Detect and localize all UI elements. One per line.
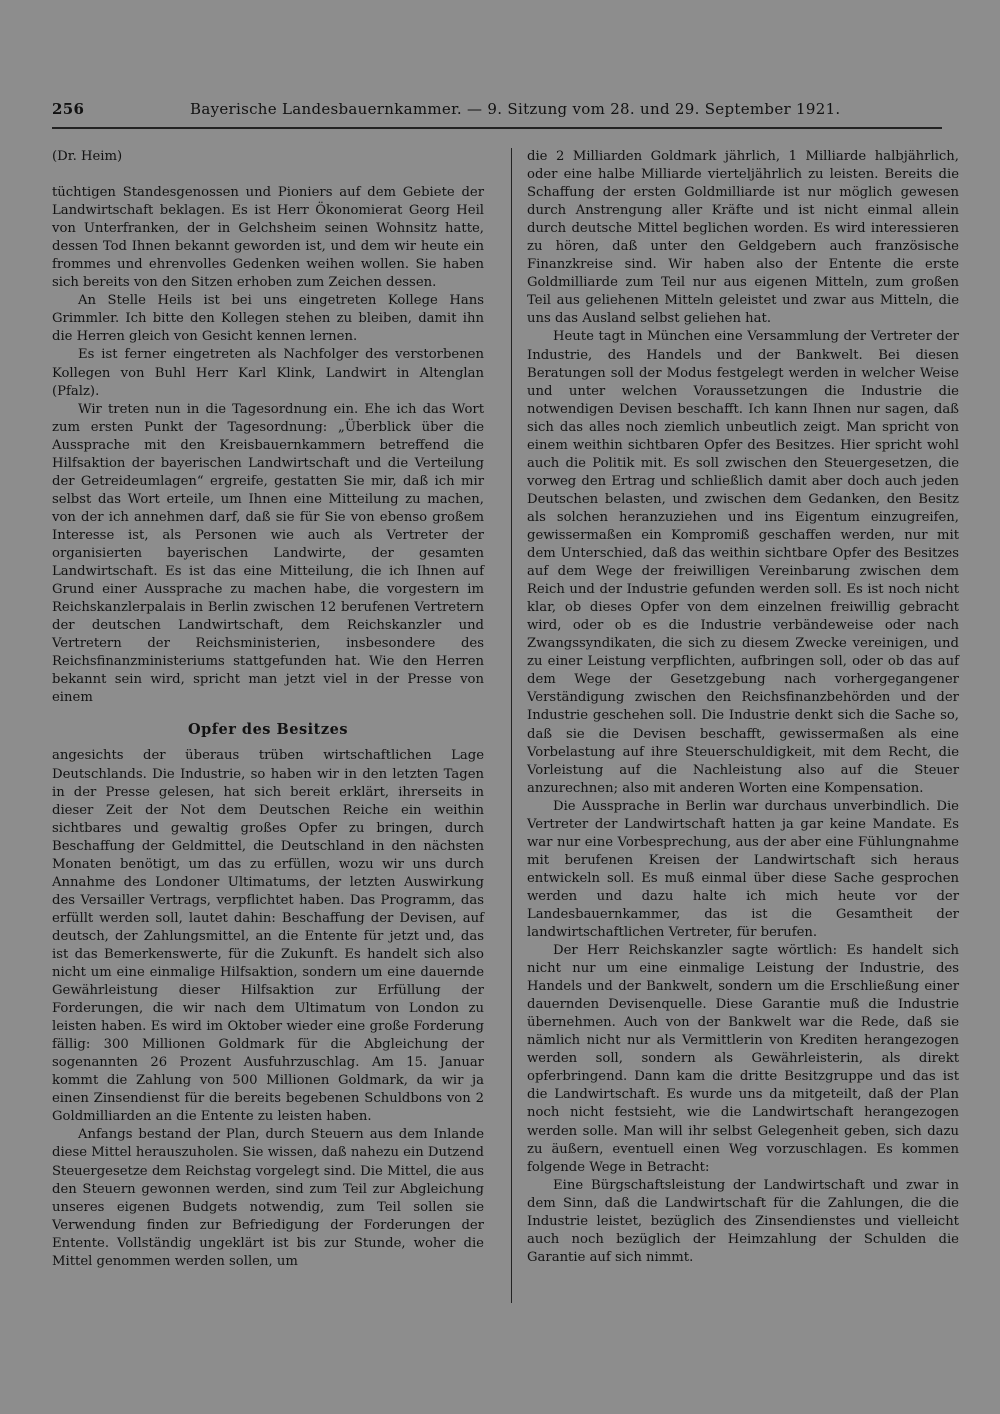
left-column [52,148,484,1271]
paragraph: Anfangs bestand der Plan, durch Steuern aus dem Inlande diese Mittel herauszuholen. Sie wissen, daß nahezu ein Dutzend Steuergesetze dem Reichstag vorgelegt sind. Die Mittel, die aus den Steuern gewonnen werden, sind zum Teil zur Abgleichung unseres eigenen Budgets notwendig, zum Teil sollen sie Verwendung finden zur Befriedigung der Forderungen der Entente. Vollständig ungeklärt ist bis zur Stunde, woher die Mittel genommen werden sollen, um [52,1127,484,1269]
paragraph: Der Herr Reichskanzler sagte wörtlich: Es handelt sich nicht nur um eine einmalige Leistung der Industrie, des Handels und der Bankwelt, sondern um die Erschließung einer dauernden Devisenquelle. Diese Garantie muß die Industrie übernehmen. Auch von der Bankwelt war die Rede, daß sie nämlich nicht nur als Vermittlerin von Krediten herangezogen werden soll, sondern als Gewährleisterin, als direkt opferbringend. Dann kam die dritte Besitzgruppe und das ist die Landwirtschaft. Es wurde uns da mitgeteilt, daß der Plan noch nicht festsieht, wie die Landwirtschaft herangezogen werden solle. Man will ihr selbst Gelegenheit geben, sich dazu zu äußern, eventuell einen Weg vorzuschlagen. Es kommen folgende Wege in Betracht: [527,943,959,1175]
paragraph: Es ist ferner eingetreten als Nachfolger des verstorbenen Kollegen von Buhl Herr Karl Klink, Landwirt in Altenglan (Pfalz). [52,347,484,399]
paragraph: tüchtigen Standesgenossen und Pioniers auf dem Gebiete der Landwirtschaft beklagen. Es ist Herr Ökonomierat Georg Heil von Unterfranken, der in Gelchsheim seinen Wohnsitz hatte, dessen Tod Ihnen bekannt geworden ist, und dem wir heute ein frommes und ehrenvolles Gedenken weihen wollen. Sie haben sich bereits von den Sitzen erhoben zum Zeichen dessen. [52,185,484,291]
column-divider [511,148,512,1303]
paragraph: Die Aussprache in Berlin war durchaus unverbindlich. Die Vertreter der Landwirtschaft hatten ja gar keine Mandate. Es war nur eine Vorbesprechung, aus der aber eine Fühlungnahme mit berufenen Kreisen der Landwirtschaft sich heraus entwickeln soll. Es muß einmal über diese Sache gesprochen werden und dazu halte ich mich heute vor der Landesbauernkammer, das ist die Gesamtheit der landwirtschaftlichen Vertreter, für berufen. [527,798,959,941]
right-column [527,148,959,1267]
speaker-label: (Dr. Heim) [52,149,123,164]
paragraph: Heute tagt in München eine Versammlung der Vertreter der Industrie, des Handels und der Bankwelt. Bei diesen Beratungen soll der Modus festgelegt werden in welcher Weise und unter welchen Voraussetzungen die Industrie die notwendigen Devisen beschafft. Ich kann Ihnen nur sagen, daß sich das alles noch ziemlich unbeutlich zeigt. Man spricht von einem weithin sichtbaren Opfer des Besitzes. Hier spricht wohl auch die Politik mit. Es soll zwischen den Steuergesetzen, die vorweg den Ertrag und schließlich damit aber doch auch jeden Deutschen belasten, und zwischen dem Gedanken, den Besitz als solchen heranzuziehen und ins Eigentum einzugreifen, gewissermaßen ein Kompromiß geschaffen werden, nur mit dem Unterschied, daß das weithin sichtbare Opfer des Besitzes auf dem Wege der freiwilligen Vereinbarung zwischen dem Reich und der Industrie gefunden werden soll. Es ist noch nicht klar, ob dieses Opfer von dem einzelnen freiwillig gebracht wird, oder ob es die Industrie verbändeweise oder nach Zwangssyndikaten, die sich zu diesem Zwecke vereinigen, und zu einer Leistung verpflichten, aufbringen soll, oder ob das auf dem Wege der Gesetzgebung nach vorhergegangener Verständigung zwischen den Reichsfinanzbehörden und der Industrie geschehen soll. Die Industrie denkt sich die Sache so, daß sie die Devisen beschafft, gewissermaßen als eine Vorbelastung auf ihre Steuerschuldigkeit, mit dem Recht, die Vorleistung auf die Nachleistung also auf die Steuer anzurechnen; also mit anderen Worten eine Kompensation. [527,329,959,796]
paragraph: Eine Bürgschaftsleistung der Landwirtschaft und zwar in dem Sinn, daß die Landwirtschaft für die Zahlungen, die die Industrie leistet, bezüglich des Zinsendienstes und vielleicht auch noch bezüglich der Heimzahlung der Schulden die Garantie auf sich nimmt. [527,1177,959,1265]
page-number: 256 [52,100,85,118]
paragraph: An Stelle Heils ist bei uns eingetreten Kollege Hans Grimmler. Ich bitte den Kollegen stehen zu bleiben, damit ihn die Herren gleich von Gesicht kennen lernen. [52,293,484,345]
paragraph: Wir treten nun in die Tagesordnung ein. Ehe ich das Wort zum ersten Punkt der Tagesordnung: „Überblick über die Aussprache mit den Kreisbauernkammern betreffend die Hilfsaktion der bayerischen Landwirtschaft und die Verteilung der Getreideumlagen“ ergreife, gestatten Sie mir, daß ich mir selbst das Wort erteile, um Ihnen eine Mitteilung zu machen, von der ich annehmen darf, daß sie für Sie von ebenso großem Interesse ist, als Personen wie auch als Vertreter der organisierten bayerischen Landwirte, der gesamten Landwirtschaft. Es ist das eine Mitteilung, die ich Ihnen auf Grund einer Aussprache zu machen habe, die vorgestern im Reichskanzlerpalais in Berlin zwischen 12 berufenen Vertretern der deutschen Landwirtschaft, dem Reichskanzler und Vertretern der Reichsministerien, insbesondere des Reichsfinanzministeriums stattgefunden hat. Wie den Herren bekannt sein wird, spricht man jetzt viel in der Presse von einem [52,401,484,706]
section-heading: Opfer des Besitzes [188,721,348,739]
paragraph: angesichts der überaus trüben wirtschaftlichen Lage Deutschlands. Die Industrie, so haben wir in den letzten Tagen in der Presse gelesen, hat sich bereit erklärt, ihrerseits in dieser Zeit der Not dem Deutschen Reiche ein weithin sichtbares und gewaltig großes Opfer zu bringen, durch Beschaffung der Geldmittel, die Deutschland in den nächsten Monaten benötigt, um das zu erfüllen, wozu wir uns durch Annahme des Londoner Ultimatums, der letzten Auswirkung des Versailler Vertrags, verpflichtet haben. Das Programm, das erfüllt werden soll, lautet dahin: Beschaffung der Devisen, auf deutsch, der Zahlungsmittel, an die Entente für jetzt und, das ist das Bemerkenswerte, für die Zukunft. Es handelt sich also nicht um eine einmalige Hilfsaktion, sondern um eine dauernde Gewährleistung dieser Hilfsaktion zur Erfüllung der Forderungen, die wir nach dem Ultimatum von London zu leisten haben. Es wird im Oktober wieder eine große Forderung fällig: 300 Millionen Goldmark für die Abgleichung der sogenannten 26 Prozent Ausfuhrzuschlag. Am 15. Januar kommt die Zahlung von 500 Millionen Goldmark, da wir ja einen Zinsendienst für die bereits begebenen Schuldbons von 2 Goldmilliarden an die Entente zu leisten haben. [52,748,484,1125]
running-title: Bayerische Landesbauernkammer. — 9. Sitzung vom 28. und 29. September 1921. [190,100,841,118]
header-rule [52,127,942,129]
paragraph: die 2 Milliarden Goldmark jährlich, 1 Milliarde halbjährlich, oder eine halbe Milliarde vierteljährlich zu leisten. Bereits die Schaffung der ersten Goldmilliarde ist nur möglich gewesen durch Anstrengung aller Kräfte und ist nicht einmal allein durch deutsche Mittel beglichen worden. Es wird interessieren zu hören, daß unter den Geldgebern auch französische Finanzkreise sind. Wir haben also der Entente die erste Goldmilliarde zum Teil nur aus eigenen Mitteln, zum großen Teil aus geliehenen Mitteln geleistet und zwar aus Mitteln, die uns das Ausland selbst geliehen hat. [527,149,959,327]
